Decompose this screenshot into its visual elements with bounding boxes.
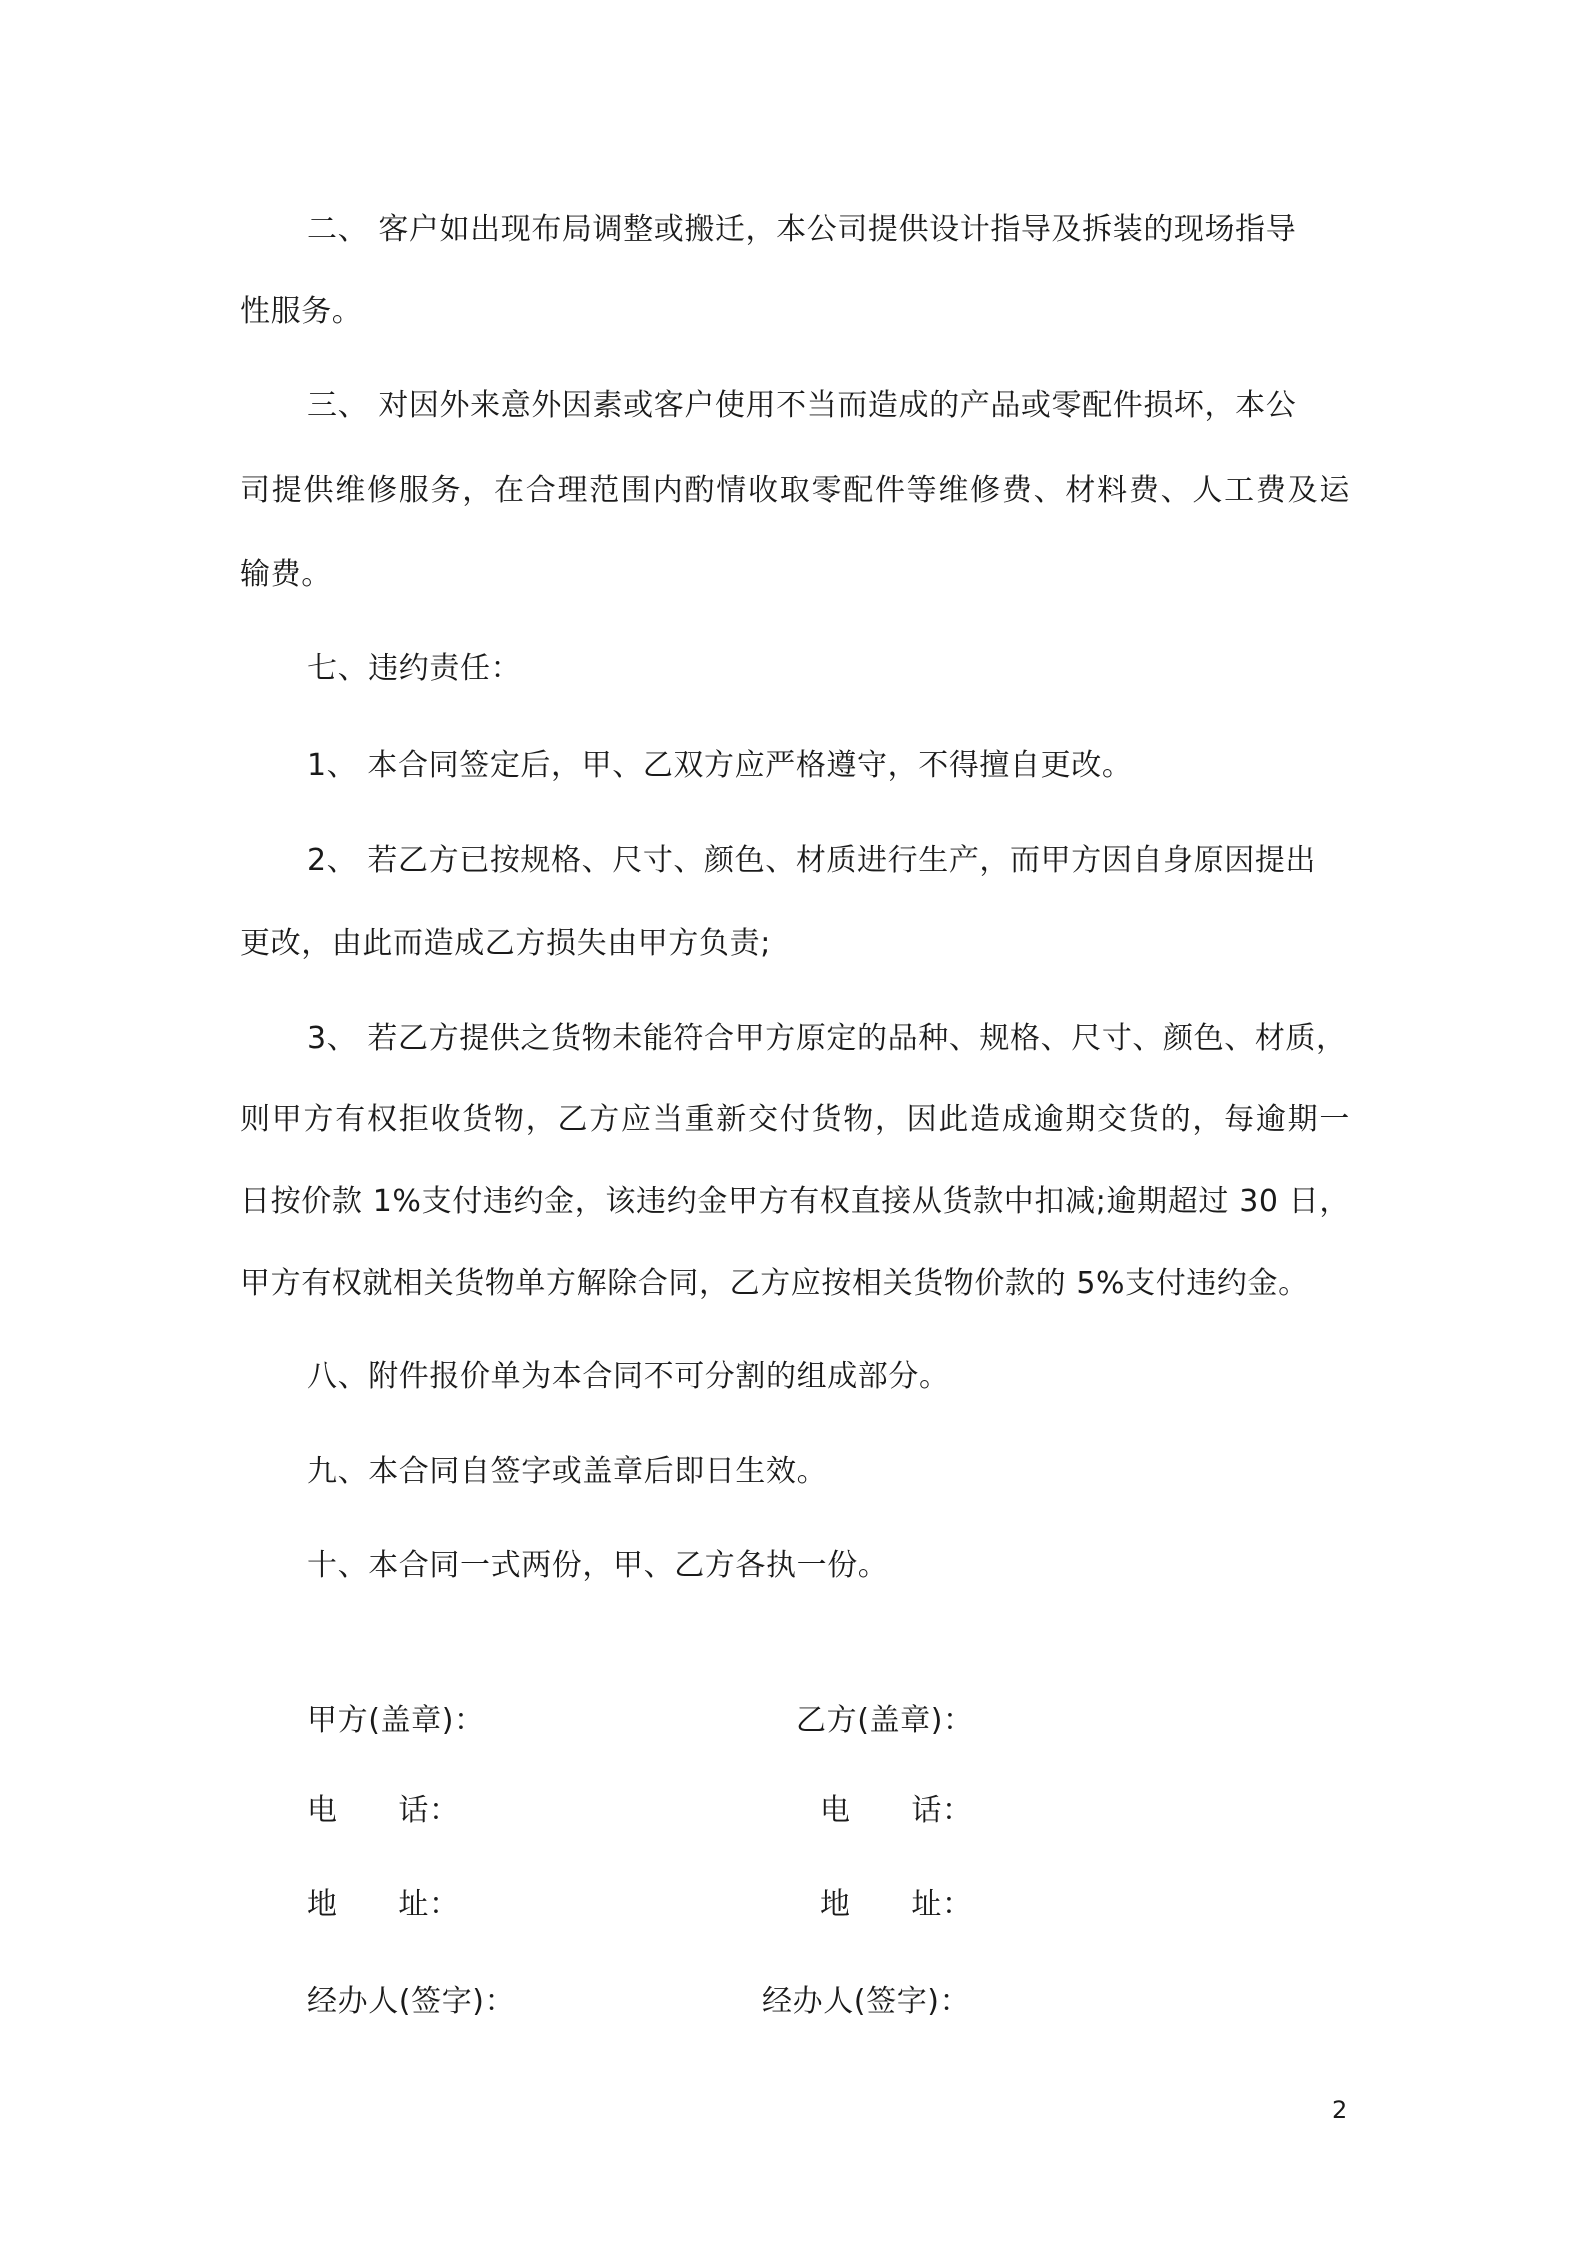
liability-item-2-line-2: 更改，由此而造成乙方损失由甲方负责;: [240, 926, 771, 961]
party-b-seal-label: 乙方(盖章)：: [796, 1703, 974, 1738]
party-a-phone-label: 电 话：: [307, 1793, 460, 1828]
section-7-heading: 七、违约责任：: [307, 651, 522, 686]
liability-item-3-line-3: 日按价款 1%支付违约金，该违约金甲方有权直接从货款中扣减;逾期超过 30 日，: [240, 1184, 1350, 1219]
section-9: 九、本合同自签字或盖章后即日生效。: [307, 1454, 828, 1489]
clause-3-line-1: 三、 对因外来意外因素或客户使用不当而造成的产品或零配件损坏，本公: [307, 388, 1297, 423]
section-10: 十、本合同一式两份，甲、乙方各执一份。: [307, 1548, 889, 1583]
clause-3-line-3: 输费。: [240, 557, 332, 592]
party-a-address-label: 地 址：: [307, 1887, 460, 1922]
party-b-phone-label: 电 话：: [820, 1793, 973, 1828]
liability-item-3-line-2: 则甲方有权拒收货物，乙方应当重新交付货物，因此造成逾期交货的，每逾期一: [240, 1102, 1350, 1137]
clause-2-line-1: 二、 客户如出现布局调整或搬迁，本公司提供设计指导及拆装的现场指导: [307, 212, 1297, 247]
clause-2-line-2: 性服务。: [240, 294, 363, 329]
party-b-agent-label: 经办人(签字)：: [762, 1984, 971, 2019]
liability-item-3-line-1: 3、 若乙方提供之货物未能符合甲方原定的品种、规格、尺寸、颜色、材质，: [307, 1021, 1347, 1056]
page-number: 2: [1332, 2096, 1348, 2124]
party-a-agent-label: 经办人(签字)：: [307, 1984, 516, 2019]
liability-item-3-line-4: 甲方有权就相关货物单方解除合同，乙方应按相关货物价款的 5%支付违约金。: [240, 1266, 1309, 1301]
clause-3-line-2: 司提供维修服务，在合理范围内酌情收取零配件等维修费、材料费、人工费及运: [240, 473, 1350, 508]
liability-item-2-line-1: 2、 若乙方已按规格、尺寸、颜色、材质进行生产，而甲方因自身原因提出: [307, 843, 1317, 878]
liability-item-1: 1、 本合同签定后，甲、乙双方应严格遵守，不得擅自更改。: [307, 748, 1133, 783]
party-b-address-label: 地 址：: [820, 1887, 973, 1922]
party-a-seal-label: 甲方(盖章)：: [307, 1703, 485, 1738]
section-8: 八、附件报价单为本合同不可分割的组成部分。: [307, 1359, 950, 1394]
